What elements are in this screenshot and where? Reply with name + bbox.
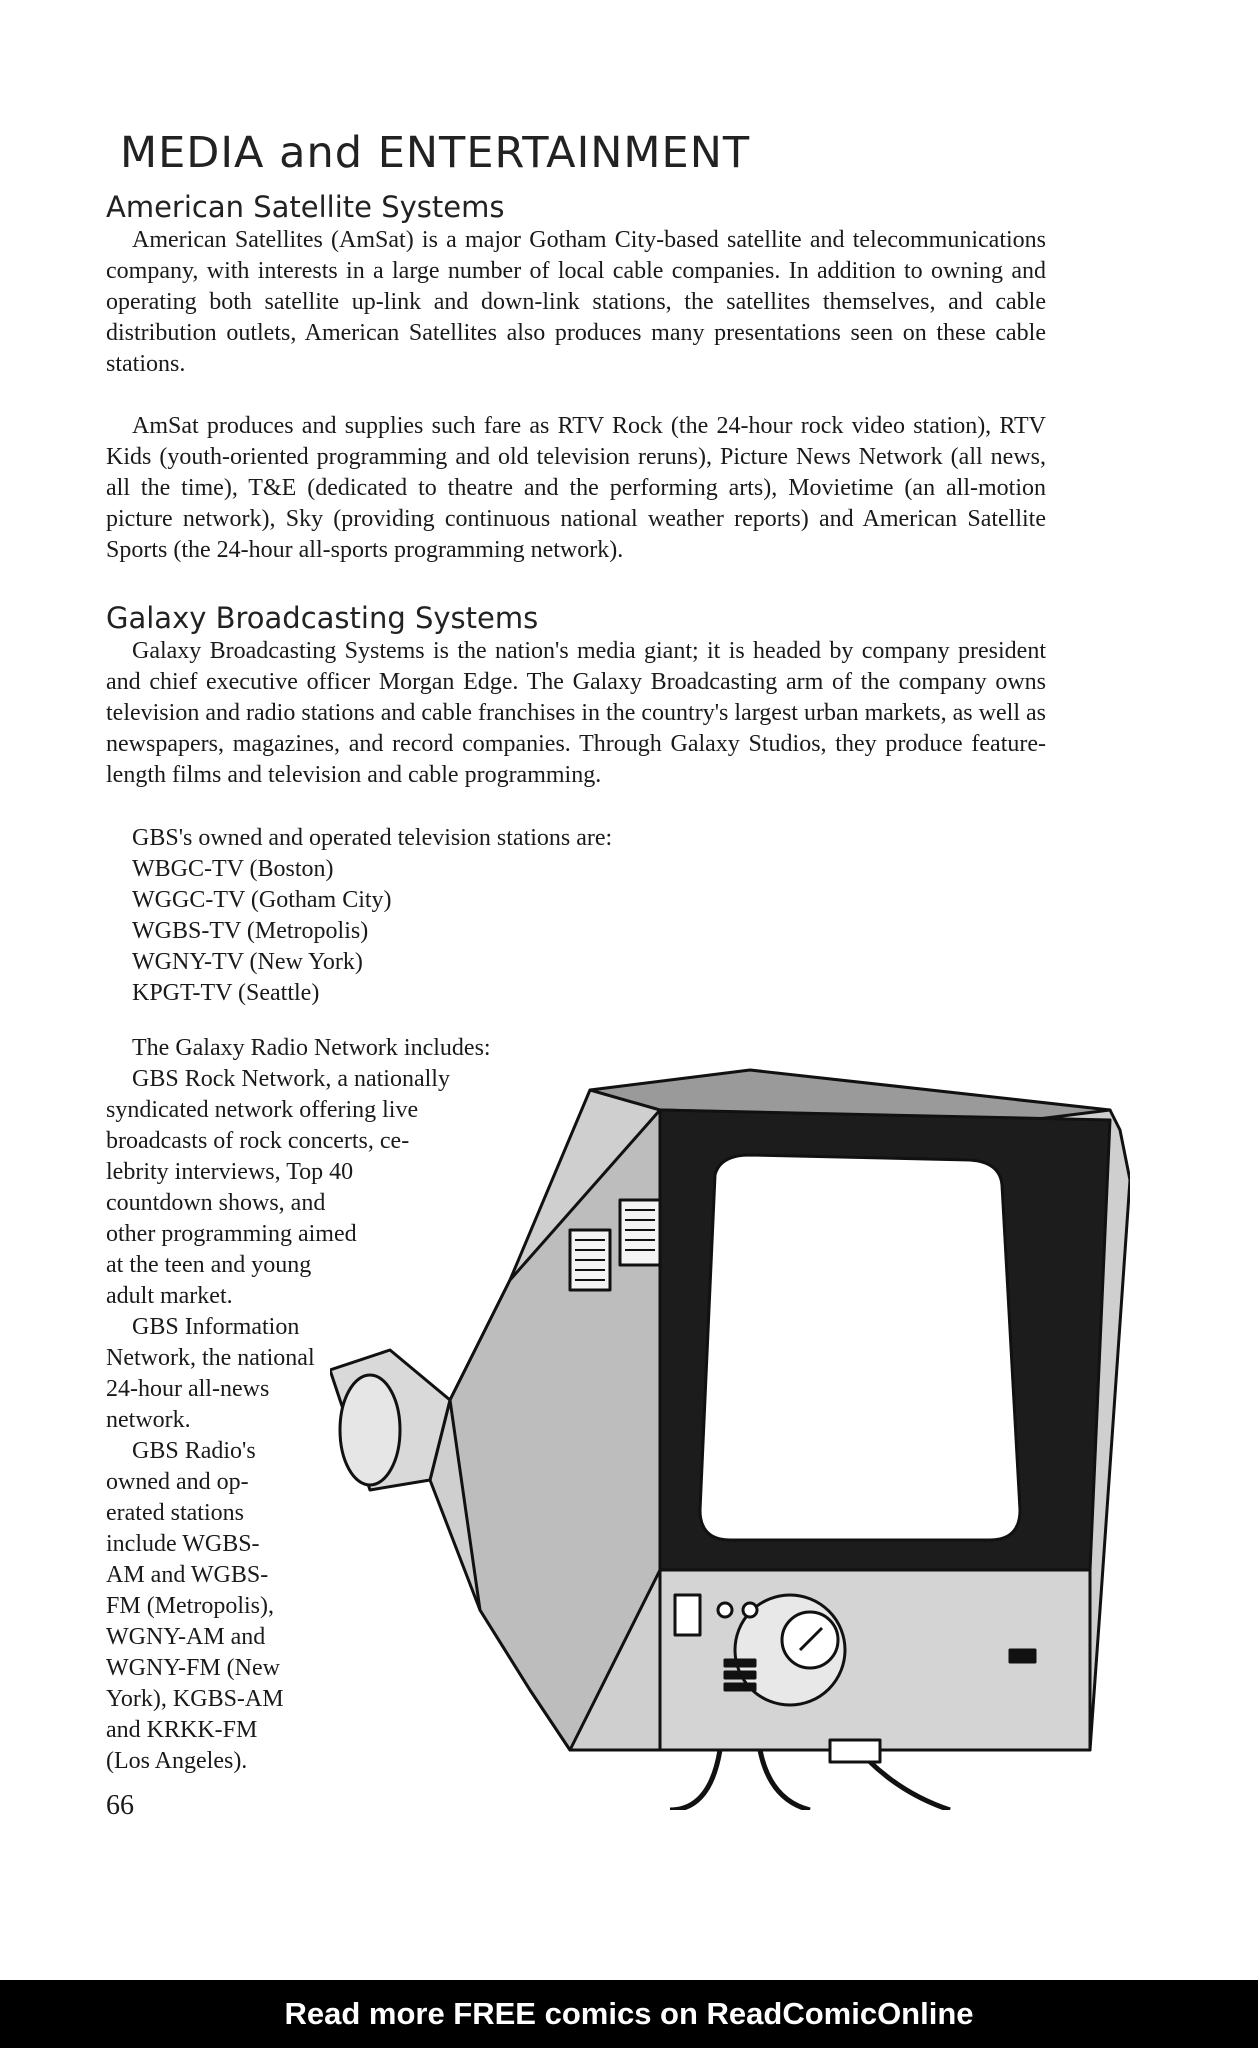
radio-line: network. <box>106 1407 191 1433</box>
tv-station-item: WBGC-TV (Boston) <box>132 856 334 882</box>
radio-line: York), KGBS-AM <box>106 1686 284 1712</box>
paragraph-amsat-programming: AmSat produces and supplies such fare as RTV Rock (the 24-hour rock video station), RTV Kids (youth-oriented programming and old television reruns), Picture News Network (all news, all the time), T&E (dedicated to theatre and the performing arts), Movietime (an all-motion picture network), Sky (providing continuous national weather reports) and American Satellite Sports (the 24-hour all-sports programming network). <box>106 413 1046 563</box>
radio-line: broadcasts of rock concerts, ce- <box>106 1128 410 1154</box>
radio-line: WGNY-FM (New <box>106 1655 280 1681</box>
radio-line: GBS Rock Network, a nationally <box>132 1066 450 1092</box>
section-heading-galaxy: Galaxy Broadcasting Systems <box>106 601 539 635</box>
tv-station-item: WGNY-TV (New York) <box>132 949 363 975</box>
radio-line: other programming aimed <box>106 1221 357 1247</box>
paragraph-galaxy-intro: Galaxy Broadcasting Systems is the nation's media giant; it is headed by company president and chief executive officer Morgan Edge. The Galaxy Broadcasting arm of the company owns television and radio stations and cable franchises in the country's largest urban markets, as well as newspapers, magazines, and record companies. Through Galaxy Studios, they produce feature-length films and television and cable programming. <box>106 638 1046 788</box>
radio-network-intro: The Galaxy Radio Network includes: <box>132 1035 491 1061</box>
radio-line: syndicated network offering live <box>106 1097 419 1123</box>
radio-line: adult market. <box>106 1283 233 1309</box>
section-heading-american-satellite: American Satellite Systems <box>106 190 505 224</box>
radio-line: and KRKK-FM <box>106 1717 258 1743</box>
tv-station-item: WGGC-TV (Gotham City) <box>132 887 392 913</box>
tv-station-item: WGBS-TV (Metropolis) <box>132 918 369 944</box>
television-monitor-icon <box>330 1050 1130 1810</box>
radio-line: erated stations <box>106 1500 244 1526</box>
radio-line: 24-hour all-news <box>106 1376 270 1402</box>
radio-line: owned and op- <box>106 1469 249 1495</box>
radio-line: Network, the national <box>106 1345 315 1371</box>
radio-line: include WGBS- <box>106 1531 260 1557</box>
tv-stations-intro: GBS's owned and operated television stations are: <box>132 825 613 851</box>
paragraph-amsat-intro: American Satellites (AmSat) is a major Gotham City-based satellite and telecommunications company, with interests in a large number of local cable companies. In addition to owning and operating both satellite up-link and down-link stations, the satellites themselves, and cable distribution outlets, American Satellites also produces many presentations seen on these cable stations. <box>106 227 1046 377</box>
page-number: 66 <box>106 1790 134 1821</box>
radio-line: at the teen and young <box>106 1252 312 1278</box>
promo-banner[interactable]: Read more FREE comics on ReadComicOnline <box>0 1980 1258 2048</box>
radio-line: FM (Metropolis), <box>106 1593 274 1619</box>
radio-line: GBS Information <box>132 1314 300 1340</box>
tv-station-item: KPGT-TV (Seattle) <box>132 980 320 1006</box>
page-title: MEDIA and ENTERTAINMENT <box>120 128 751 178</box>
radio-line: GBS Radio's <box>132 1438 256 1464</box>
radio-line: AM and WGBS- <box>106 1562 269 1588</box>
radio-line: countdown shows, and <box>106 1190 326 1216</box>
radio-line: (Los Angeles). <box>106 1748 248 1774</box>
radio-line: lebrity interviews, Top 40 <box>106 1159 354 1185</box>
radio-line: WGNY-AM and <box>106 1624 266 1650</box>
